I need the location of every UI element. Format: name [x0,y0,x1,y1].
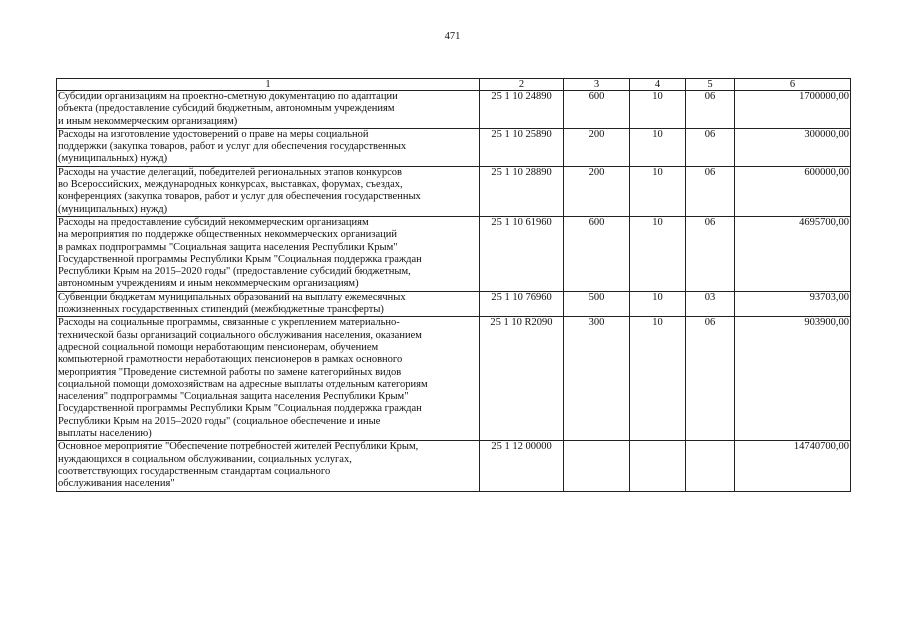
row-col5: 06 [686,91,735,129]
row-code: 25 1 12 00000 [480,441,564,491]
row-col5: 06 [686,216,735,291]
description-line: Республики Крым на 2015–2020 годы" (социальное обеспечение и иные [58,415,381,427]
row-col3: 300 [564,317,630,441]
row-col3: 200 [564,128,630,166]
row-amount: 300000,00 [735,128,851,166]
row-description [57,128,480,166]
row-amount: 903900,00 [735,317,851,441]
description-line: Субсидии организациям на проектно-сметную документацию по адаптации [58,91,398,102]
table-row [57,291,851,317]
description-line: во Всероссийских, международных конкурсах, выставках, форумах, съездах, [58,179,403,191]
row-description [57,291,480,317]
row-col4: 10 [630,216,686,291]
description-line: (муниципальных) нужд) [58,203,168,215]
description-line: мероприятия "Проведение системной работы по замене категорийных видов [58,366,402,378]
budget-table [56,78,851,492]
row-col3: 600 [564,91,630,129]
description-line: обслуживания населения" [58,478,175,490]
description-line: населения" подпрограммы "Социальная защита населения Республики Крым" [58,391,409,403]
row-col4: 10 [630,166,686,216]
row-code: 25 1 10 R2090 [480,317,564,441]
description-line: на мероприятия по поддержке общественных некоммерческих организаций [58,229,397,241]
column-header: 5 [686,79,735,91]
description-line: нуждающихся в социальном обслуживании, социальных услугах, [58,453,352,465]
row-col5: 06 [686,128,735,166]
description-line: и иным некоммерческим организациям) [58,115,238,127]
table-header-row [57,79,851,91]
description-line: объекта (предоставление субсидий бюджетным, автономным учреждениям [58,103,395,115]
description-line: Государственной программы Республики Крым "Социальная поддержка граждан [58,253,422,265]
column-header: 6 [735,79,851,91]
row-description [57,317,480,441]
row-col3: 200 [564,166,630,216]
column-header: 1 [57,79,480,91]
column-header: 4 [630,79,686,91]
description-line: адресной социальной помощи неработающим пенсионерам, обучением [58,341,379,353]
row-col5: 03 [686,291,735,317]
row-description [57,441,480,491]
row-col4: 10 [630,128,686,166]
description-line: Расходы на социальные программы, связанные с укреплением материально- [58,317,400,329]
row-amount: 1700000,00 [735,91,851,129]
description-line: Государственной программы Республики Крым "Социальная поддержка граждан [58,403,422,415]
table-row [57,317,851,441]
description-line: (муниципальных) нужд) [58,153,168,165]
row-col3: 600 [564,216,630,291]
row-col4: 10 [630,317,686,441]
table-row [57,216,851,291]
description-line: поддержки (закупка товаров, работ и услуг для обеспечения государственных [58,141,407,153]
description-line: выплаты населению) [58,428,152,440]
column-header: 2 [480,79,564,91]
table-row [57,441,851,491]
description-line: конференциях (закупка товаров, работ и услуг для обеспечения государственных [58,191,421,203]
description-line: социальной помощи домохозяйствам на адресные выплаты отдельным категориям [58,378,428,390]
description-line: в рамках подпрограммы "Социальная защита населения Республики Крым" [58,241,398,253]
row-amount: 600000,00 [735,166,851,216]
row-col5: 06 [686,166,735,216]
row-col3 [564,441,630,491]
row-col5: 06 [686,317,735,441]
description-line: технической базы организаций социального обслуживания населения, оказанием [58,329,422,341]
row-col4: 10 [630,291,686,317]
description-line: компьютерной грамотности неработающих пенсионеров в рамках основного [58,354,403,366]
table-row [57,128,851,166]
row-code: 25 1 10 25890 [480,128,564,166]
row-description [57,166,480,216]
description-line: Расходы на предоставление субсидий некоммерческим организациям [58,216,369,228]
row-col4: 10 [630,91,686,129]
description-line: соответствующих государственным стандартам социального [58,465,331,477]
description-line: Расходы на изготовление удостоверений о праве на меры социальной [58,128,369,140]
table-row [57,91,851,129]
description-line: автономным учреждениям и иным некоммерческим организациям) [58,278,359,290]
table-row [57,166,851,216]
row-amount: 93703,00 [735,291,851,317]
row-code: 25 1 10 76960 [480,291,564,317]
description-line: Республики Крым на 2015–2020 годы" (предоставление субсидий бюджетным, [58,266,411,278]
description-line: пожизненных государственных стипендий (межбюджетные трансферты) [58,304,384,316]
row-col4 [630,441,686,491]
row-col3: 500 [564,291,630,317]
row-code: 25 1 10 24890 [480,91,564,129]
page-number: 471 [444,31,461,42]
description-line: Субвенции бюджетам муниципальных образований на выплату ежемесячных [58,291,406,303]
description-line: Основное мероприятие "Обеспечение потребностей жителей Республики Крым, [58,441,419,453]
row-code: 25 1 10 28890 [480,166,564,216]
description-line: Расходы на участие делегаций, победителей региональных этапов конкурсов [58,166,403,178]
row-description [57,216,480,291]
row-amount: 14740700,00 [735,441,851,491]
row-amount: 4695700,00 [735,216,851,291]
row-col5 [686,441,735,491]
column-header: 3 [564,79,630,91]
row-description [57,91,480,129]
row-code: 25 1 10 61960 [480,216,564,291]
